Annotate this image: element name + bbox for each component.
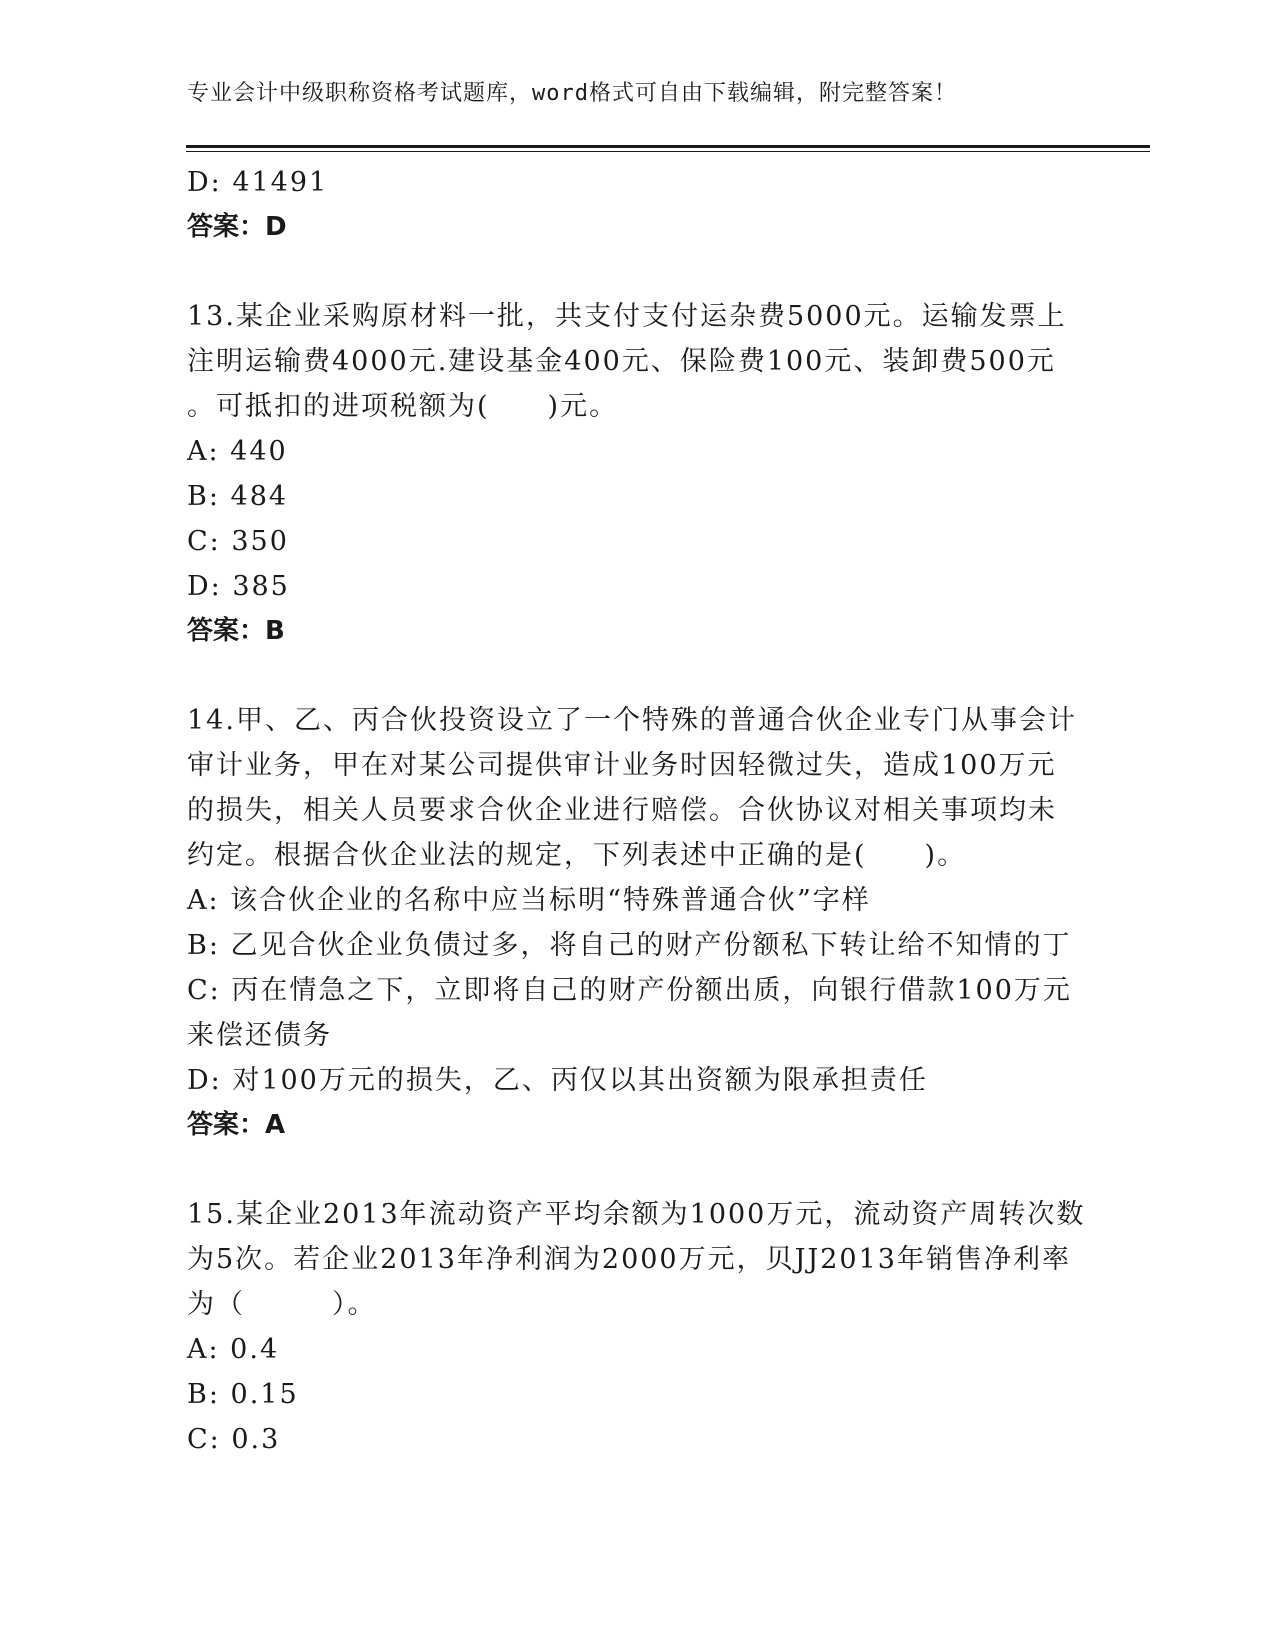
question-text: 14.甲、乙、丙合伙投资设立了一个特殊的普通合伙企业专门从事会计: [187, 705, 1077, 736]
spacer: [187, 654, 1087, 698]
option-c: C: 丙在情急之下，立即将自己的财产份额出质，向银行借款100万元: [187, 975, 1072, 1006]
option-b: B: 乙见合伙企业负债过多，将自己的财产份额私下转让给不知情的丁: [187, 930, 1072, 961]
option-d: D: 385: [187, 571, 290, 602]
question-text: 为（ ）。: [187, 1289, 377, 1320]
page-header: 专业会计中级职称资格考试题库，word格式可自由下载编辑，附完整答案！: [187, 81, 957, 106]
question-13: [187, 294, 1087, 654]
question-15: [187, 1192, 1087, 1462]
option-c-continued: 来偿还债务: [187, 1020, 332, 1051]
option-c: C: 0.3: [187, 1424, 281, 1455]
header-rule-thick: [186, 145, 1150, 148]
question-14: [187, 698, 1087, 1148]
document-body: [187, 160, 1087, 1462]
option-a: A: 0.4: [187, 1334, 280, 1365]
spacer: [187, 1148, 1087, 1192]
question-text: 为5次。若企业2013年净利润为2000万元，贝JJ2013年销售净利率: [187, 1244, 1071, 1275]
answer: 答案：A: [187, 1110, 286, 1140]
question-text: 约定。根据合伙企业法的规定，下列表述中正确的是( )。: [187, 840, 967, 871]
option-a: A: 440: [187, 436, 288, 467]
answer: 答案：B: [187, 616, 285, 646]
option-d: D: 对100万元的损失，乙、丙仅以其出资额为限承担责任: [187, 1065, 928, 1096]
question-text: 15.某企业2013年流动资产平均余额为1000万元，流动资产周转次数: [187, 1199, 1086, 1230]
question-text: 的损失，相关人员要求合伙企业进行赔偿。合伙协议对相关事项均未: [187, 795, 1057, 826]
option-d: D: 41491: [187, 167, 329, 198]
header-rule-thin: [186, 151, 1150, 152]
option-b: B: 484: [187, 481, 289, 512]
question-text: 。可抵扣的进项税额为( )元。: [187, 391, 619, 422]
spacer: [187, 250, 1087, 294]
option-c: C: 350: [187, 526, 289, 557]
question-text: 13.某企业采购原材料一批，共支付支付运杂费5000元。运输发票上: [187, 301, 1067, 332]
question-text: 审计业务，甲在对某公司提供审计业务时因轻微过失，造成100万元: [187, 750, 1057, 781]
answer: 答案：D: [187, 212, 287, 242]
question-text: 注明运输费4000元.建设基金400元、保险费100元、装卸费500元: [187, 346, 1056, 377]
option-a: A: 该合伙企业的名称中应当标明“特殊普通合伙”字样: [187, 885, 871, 916]
option-b: B: 0.15: [187, 1379, 299, 1410]
